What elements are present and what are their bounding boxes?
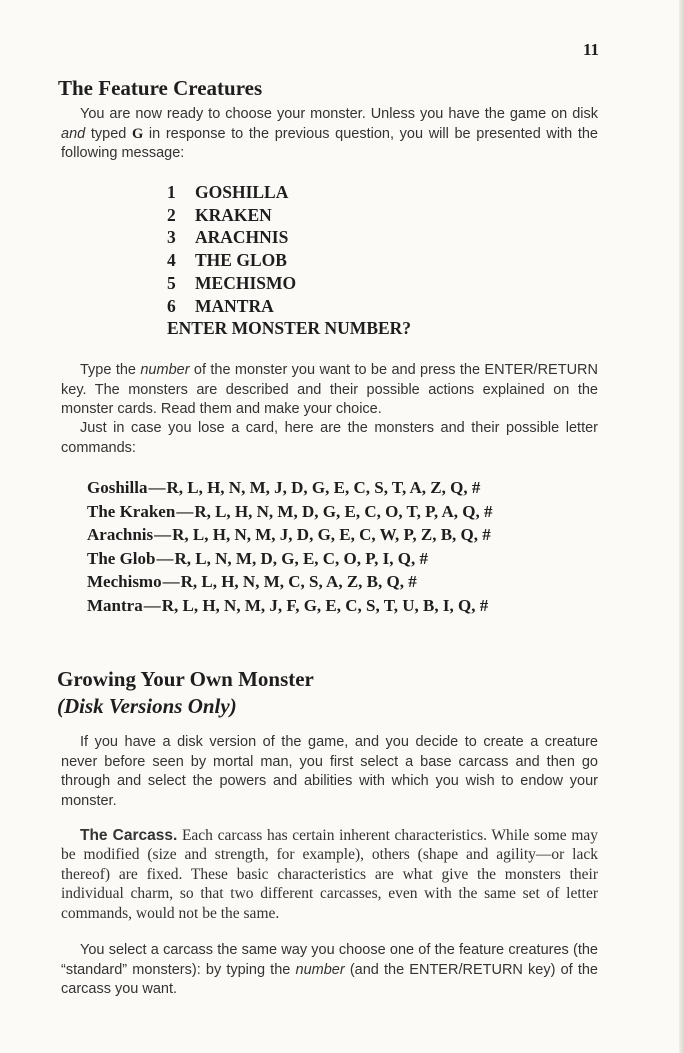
command-row: Goshilla—R, L, H, N, M, J, D, G, E, C, S, T, A, Z, Q, #	[87, 478, 481, 497]
intro-paragraph: You are now ready to choose your monster. Unless you have the game on disk and typed G in response to the previous question, you will be presented with the following message:	[61, 106, 599, 161]
carcass-runin-heading: The Carcass.	[80, 827, 178, 844]
command-row: The Kraken—R, L, H, N, M, D, G, E, C, O, T, P, A, Q, #	[87, 501, 493, 521]
menu-item: 2 KRAKEN	[167, 204, 272, 225]
carcass-paragraph: The Carcass. Each carcass has certain inherent characteristics. While some may be modified (size and strength, for example), others (shape and agility—or lack thereof) are fixed. These basic characteristics are what give the monsters their individual charm, so that two different carcasses, even with the same set of letter commands, would not be the same.	[61, 827, 599, 922]
menu-item: 6 MANTRA	[167, 295, 274, 316]
menu-item: 3 ARACHNIS	[167, 227, 289, 248]
section-subheading-disk-versions: (Disk Versions Only)	[57, 694, 237, 718]
monster-menu	[167, 181, 411, 340]
monster-command-list	[87, 476, 492, 617]
section-heading-growing-monster: Growing Your Own Monster	[57, 667, 314, 691]
command-row: Mechismo—R, L, H, N, M, C, S, A, Z, B, Q, #	[87, 572, 417, 591]
command-row: The Glob—R, L, N, M, D, G, E, C, O, P, I, Q, #	[87, 548, 428, 568]
disk-version-paragraph: If you have a disk version of the game, and you decide to create a creature never before seen by mortal man, you first select a base carcass and then go through and select the powers and abilities with which you wish to endow your monster.	[61, 734, 598, 809]
command-row: Mantra—R, L, H, N, M, J, F, G, E, C, S, T, U, B, I, Q, #	[87, 595, 489, 615]
command-row: Arachnis—R, L, H, N, M, J, D, G, E, C, W, P, Z, B, Q, #	[87, 525, 491, 544]
lose-card-paragraph: Just in case you lose a card, here are the monsters and their possible letter commands:	[61, 420, 598, 456]
page-edge	[679, 0, 684, 1053]
section-heading-feature-creatures: The Feature Creatures	[58, 76, 263, 100]
menu-prompt: ENTER MONSTER NUMBER?	[167, 318, 412, 339]
page-number: 11	[583, 40, 600, 59]
menu-item: 1 GOSHILLA	[167, 182, 289, 202]
menu-item: 5 MECHISMO	[167, 272, 297, 293]
select-carcass-paragraph: You select a carcass the same way you choose one of the feature creatures (the “standard” monsters): by typing the number (and the ENTER/RETURN key) of the carcass you want.	[61, 942, 598, 997]
menu-item: 4 THE GLOB	[167, 250, 287, 271]
type-number-paragraph: Type the number of the monster you want to be and press the ENTER/RETURN key. The monsters are described and their possible actions explained on the monster cards. Read them and make your choice.	[61, 362, 598, 417]
